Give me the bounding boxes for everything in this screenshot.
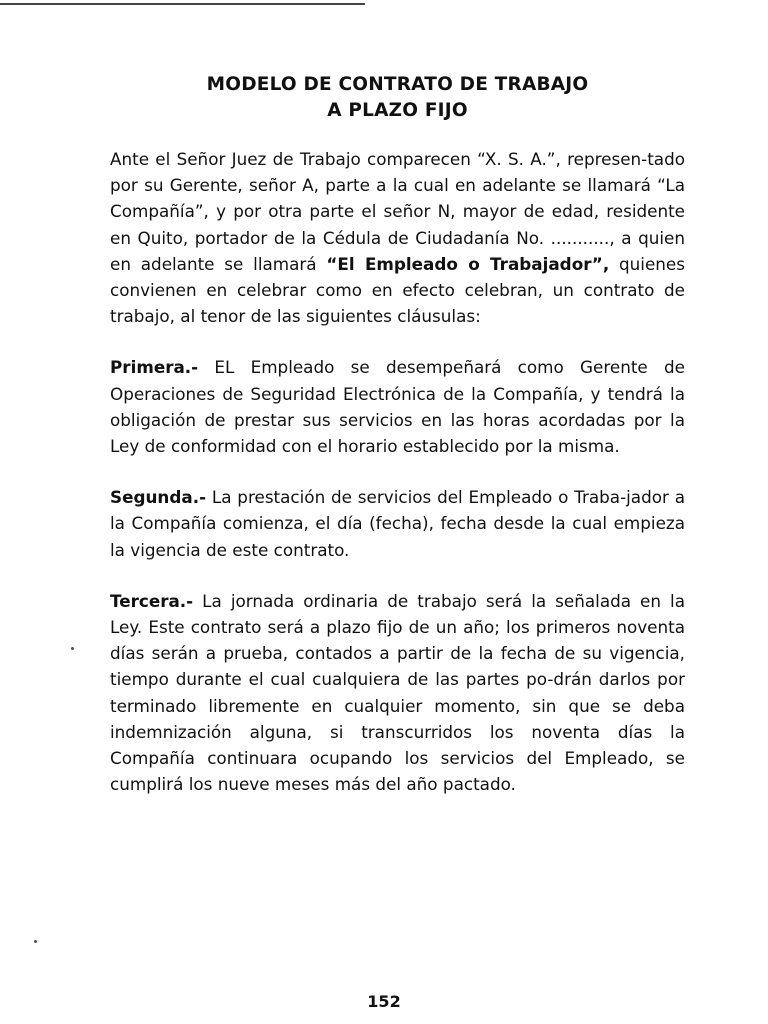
clause-text: La prestación de servicios del Empleado o Traba-jador a la Compañía comienza, el día (fecha), fecha desde la cual empieza la vigencia de este contrato. — [110, 487, 685, 560]
clause-text: EL Empleado se desempeñará como Gerente de Operaciones de Seguridad Electrónica de la Compañía, y tendrá la obligación de prestar sus servicios en las horas acordadas por la Ley de conformidad con el horario establecido por la misma. — [110, 357, 685, 457]
clause-heading: Primera.- — [110, 357, 199, 378]
scan-speck — [34, 940, 37, 943]
top-rule — [0, 3, 365, 5]
clause-text: La jornada ordinaria de trabajo será la señalada en la Ley. Este contrato será a plazo fijo de un año; los primeros noventa días serán a prueba, contados a partir de la fecha de su vigencia, tiempo durante el cual cualquiera de las partes po-drán darlos por terminado libremente en cualquier momento, sin que se deba indemnización alguna, si transcurridos los noventa días la Compañía continuara ocupando los servicios del Empleado, se cumplirá los nueve meses más del año pactado. — [110, 590, 685, 795]
clause-tercera — [110, 588, 685, 798]
clause-heading: Tercera.- — [110, 590, 194, 611]
title-line-1: MODELO DE CONTRATO DE TRABAJO — [206, 74, 589, 95]
intro-bold-party: “El Empleado o Trabajador”, — [326, 253, 610, 274]
intro-text-2: quienes convienen en celebrar como en efecto celebran, un contrato de trabajo, al tenor de las siguientes cláusulas: — [110, 253, 685, 327]
page-number: 152 — [367, 992, 401, 1011]
clause-heading: Segunda.- — [110, 487, 207, 508]
intro-paragraph — [110, 146, 685, 329]
page-content — [110, 72, 685, 822]
document-title — [110, 72, 685, 124]
scan-speck — [71, 647, 74, 650]
title-line-2: A PLAZO FIJO — [327, 100, 468, 121]
intro-text-1: Ante el Señor Juez de Trabajo comparecen “X. S. A.”, represen-tado por su Gerente, señor A, parte a la cual en adelante se llamará “La Compañía”, y por otra parte el señor N, mayor de edad, residente en Quito, portador de la Cédula de Ciudadanía No. ..........., a quien en adelante se llamará — [110, 149, 685, 274]
clause-primera — [110, 354, 685, 459]
clause-segunda — [110, 484, 685, 563]
